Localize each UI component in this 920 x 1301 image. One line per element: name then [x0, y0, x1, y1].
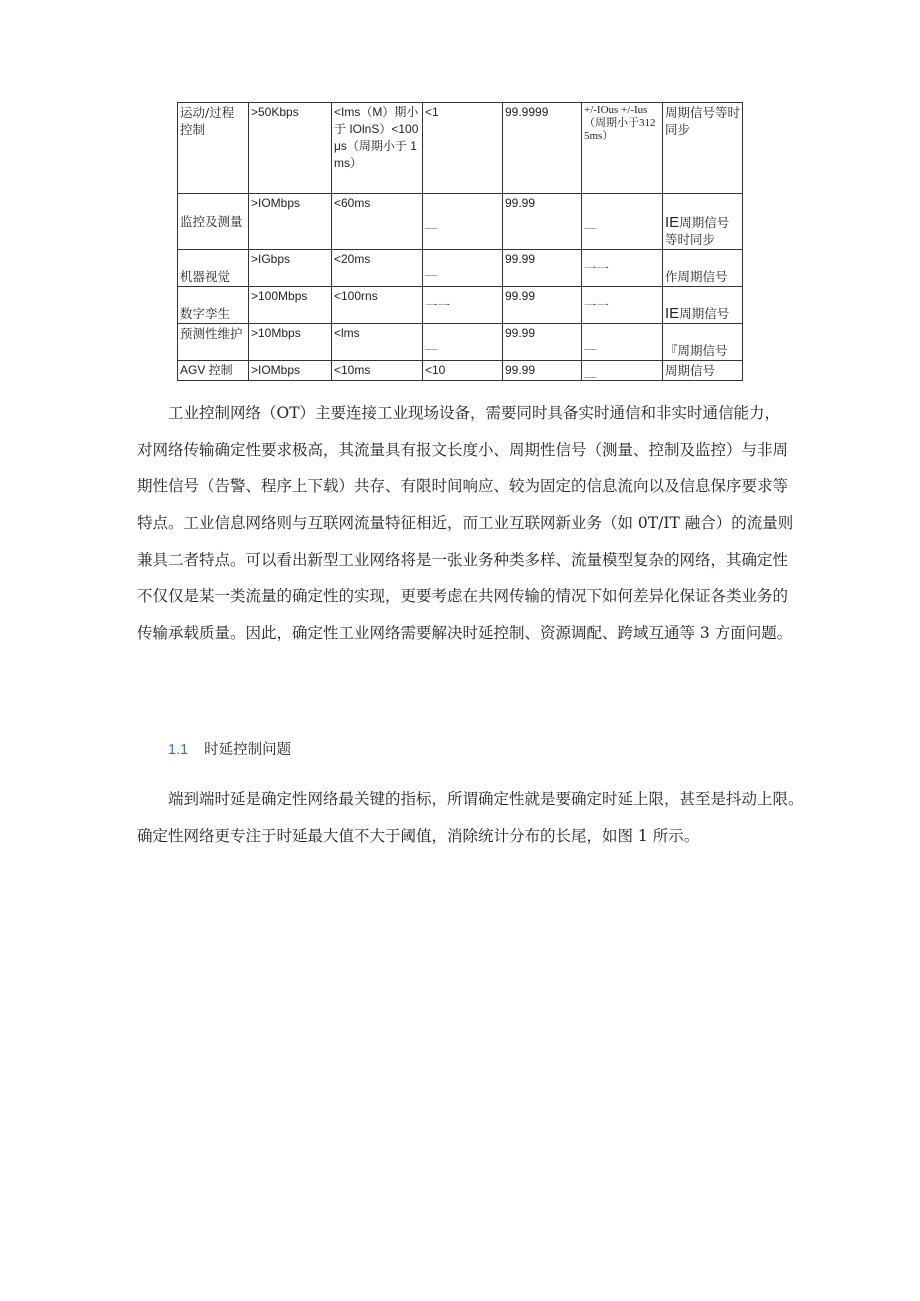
paragraph-latency [137, 781, 804, 854]
cell-reliability: 99.99 [503, 250, 582, 287]
table-row [178, 250, 743, 287]
section-heading [168, 738, 291, 759]
cell-latency: <10ms [332, 361, 423, 381]
cell-signal: 周期信号 [663, 361, 743, 381]
signal-ie-label: IE [665, 214, 680, 231]
cell-loss: 一一 [423, 287, 503, 324]
signal-text: 周期信号等时同步 [665, 215, 730, 247]
signal-text: 周期信号 [679, 306, 730, 321]
cell-jitter: +/-IOus +/-Ius（周期小于3125ms） [582, 103, 663, 194]
cell-bandwidth: >IOMbps [249, 361, 332, 381]
cell-loss: <1 [423, 103, 503, 194]
cell-bandwidth: >100Mbps [249, 287, 332, 324]
cell-name: 预测性维护 [178, 324, 249, 361]
paragraph-line: 期性信号（告警、程序上下载）共存、有限时间响应、较为固定的信息流向以及信息保序要求等 [137, 477, 789, 496]
cell-bandwidth: >50Kbps [249, 103, 332, 194]
paragraph-line: 特点。工业信息网络则与互联网流量特征相近，而工业互联网新业务（如 0T/IT 融合）的流量则 [137, 514, 794, 533]
paragraph-line: 传输承载质量。因此，确定性工业网络需要解决时延控制、资源调配、跨域互通等 3 方面问题。 [137, 624, 793, 643]
paragraph-line: 端到端时延是确定性网络最关键的指标，所谓确定性就是要确定时延上限，甚至是抖动上限。 [168, 790, 804, 808]
section-title: 时延控制问题 [204, 742, 292, 758]
cell-jitter: __ [582, 361, 663, 381]
cell-bandwidth: >IOMbps [249, 194, 332, 250]
cell-jitter: __ [582, 194, 663, 250]
cell-latency: <100rns [332, 287, 423, 324]
table-row [178, 287, 743, 324]
cell-loss: __ [423, 250, 503, 287]
table-row [178, 361, 743, 381]
cell-name: 运动/过程控制 [178, 103, 249, 194]
paragraph-line: 工业控制网络（OT）主要连接工业现场设备，需要同时具备实时通信和非实时通信能力， [168, 404, 781, 422]
table-row [178, 324, 743, 361]
cell-latency: <lms [332, 324, 423, 361]
signal-ie-label: IE [665, 305, 680, 322]
cell-jitter: 一一 [582, 250, 663, 287]
cell-loss: __ [423, 194, 503, 250]
table-row [178, 194, 743, 250]
paragraph-line: 确定性网络更专注于时延最大值不大于阈值，消除统计分布的长尾，如图 1 所示。 [137, 826, 700, 845]
cell-loss: <10 [423, 361, 503, 381]
cell-reliability: 99.99 [503, 324, 582, 361]
cell-name: 机器视觉 [178, 250, 249, 287]
paragraph-line: 不仅仅是某一类流量的确定性的实现，更要考虑在共网传输的情况下如何差异化保证各类业务的 [137, 587, 789, 606]
cell-signal: 作周期信号 [663, 250, 743, 287]
cell-name: 监控及测量 [178, 194, 249, 250]
cell-reliability: 99.99 [503, 194, 582, 250]
cell-bandwidth: >10Mbps [249, 324, 332, 361]
cell-jitter: 一一 [582, 287, 663, 324]
cell-name: AGV 控制 [178, 361, 249, 381]
cell-bandwidth: >IGbps [249, 250, 332, 287]
requirements-table [177, 102, 743, 381]
paragraph-line: 对网络传输确定性要求极高，其流量具有报文长度小、周期性信号（测量、控制及监控）与非周 [137, 440, 789, 459]
cell-reliability: 99.99 [503, 361, 582, 381]
paragraph-ot-network [137, 395, 797, 652]
cell-signal: 周期信号等时同步 [663, 103, 743, 194]
requirements-table-grid [177, 102, 743, 381]
cell-signal: 『周期信号 [663, 324, 743, 361]
cell-loss: __ [423, 324, 503, 361]
cell-reliability: 99.9999 [503, 103, 582, 194]
cell-reliability: 99.99 [503, 287, 582, 324]
cell-signal [663, 194, 743, 250]
cell-jitter: __ [582, 324, 663, 361]
cell-latency: <60ms [332, 194, 423, 250]
section-number: 1.1 [168, 742, 189, 758]
cell-latency: <Ims（M）期小于 IOlnS）<100μs（周期小于 1ms） [332, 103, 423, 194]
paragraph-line: 兼具二者特点。可以看出新型工业网络将是一张业务种类多样、流量模型复杂的网络，其确定性 [137, 550, 789, 569]
cell-name: 数字孪生 [178, 287, 249, 324]
table-row [178, 103, 743, 194]
cell-signal [663, 287, 743, 324]
cell-latency: <20ms [332, 250, 423, 287]
